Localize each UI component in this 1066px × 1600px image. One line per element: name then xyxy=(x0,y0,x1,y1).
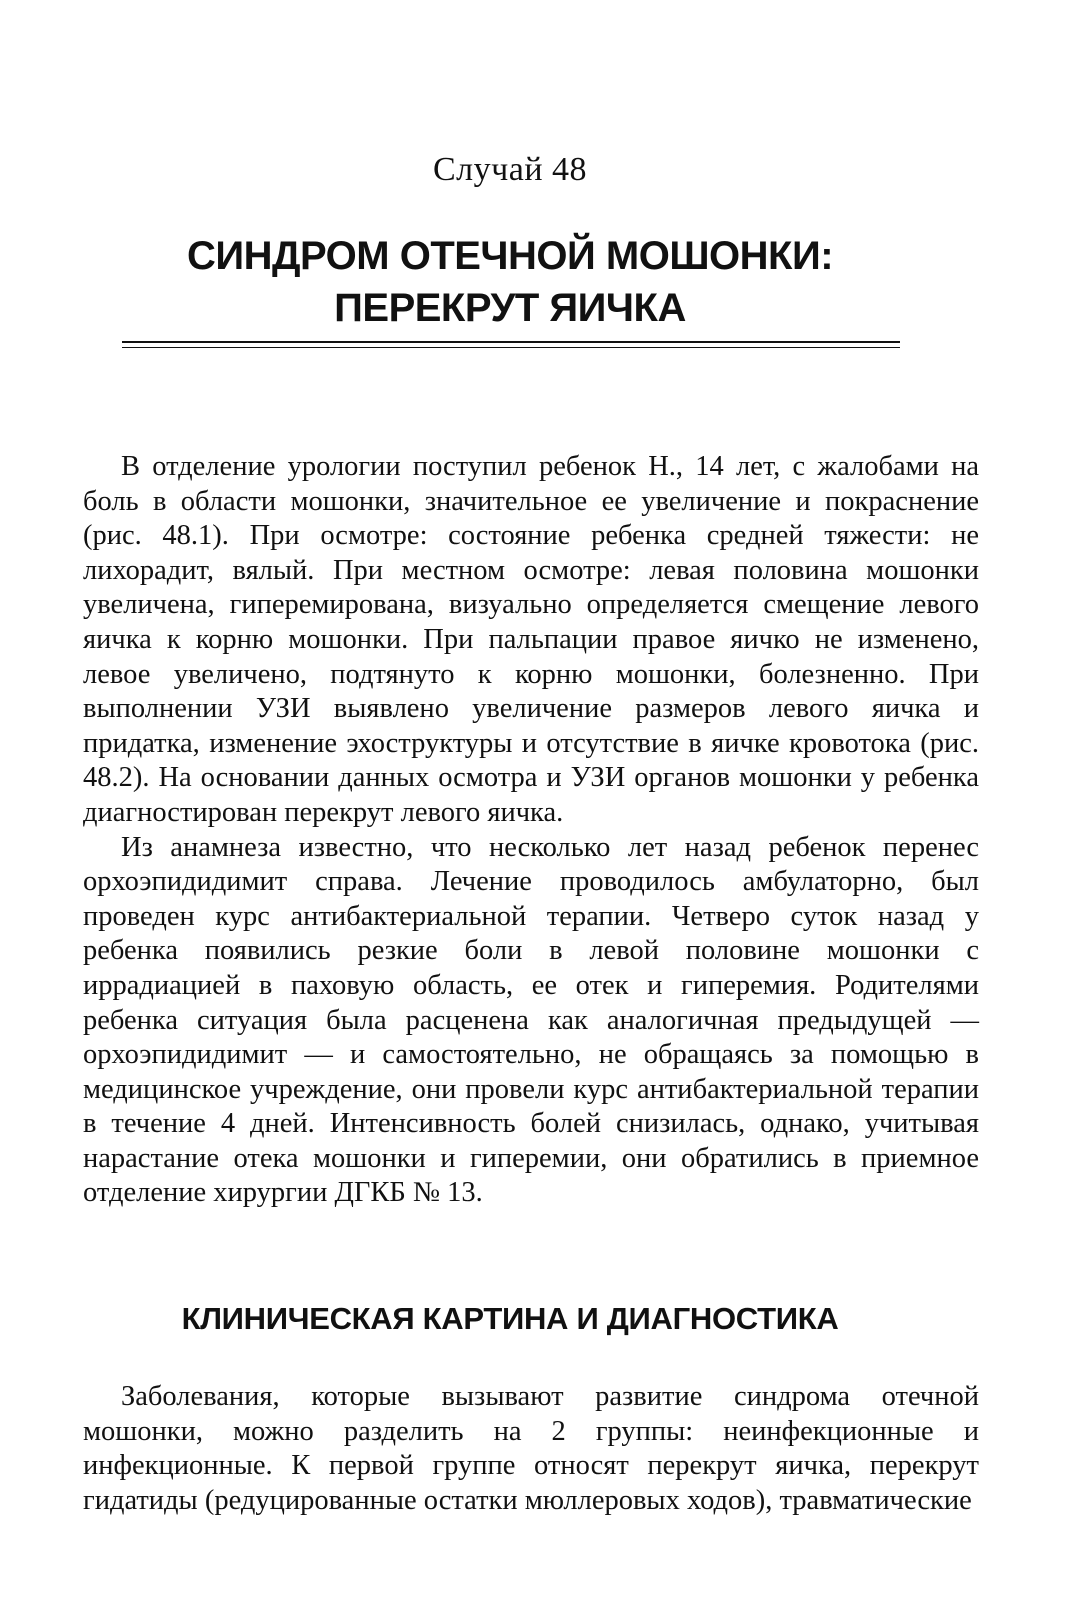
case-description xyxy=(83,450,979,1211)
section-body xyxy=(83,1380,979,1518)
chapter-title-line-2: ПЕРЕКРУТ ЯИЧКА xyxy=(334,286,686,330)
chapter-title xyxy=(0,230,1020,334)
section-paragraph: Заболевания, которые вызывают развитие синдрома отечной мошонки, можно разделить на 2 группы: неинфекционные и инфекционные. К первой группе относят перекрут яичка, перекрут гидатиды (редуцированные остатки мюллеровых ходов), травматические xyxy=(83,1381,979,1516)
case-paragraph-anamnesis: Из анамнеза известно, что несколько лет назад ребенок перенес орхоэпидидимит справа. Лечение проводилось амбулаторно, был проведен курс антибактериальной терапии. Четверо суток назад у ребенка появились резкие боли в левой половине мошонки с иррадиацией в паховую область, ее отек и гиперемия. Родителями ребенка ситуация была расценена как аналогичная предыдущей — орхоэпидидимит — и самостоятельно, не обращаясь за помощью в медицинское учреждение, они провели курс антибактериальной терапии в течение 4 дней. Интенсивность болей снизилась, однако, учитывая нарастание отека мошонки и гиперемии, они обратились в приемное отделение хирургии ДГКБ № 13. xyxy=(83,831,979,1209)
title-divider-rule xyxy=(122,341,900,348)
case-paragraph-complaints: В отделение урологии поступил ребенок Н., 14 лет, с жалобами на боль в области мошонки, значительное ее увеличение и покраснение (рис. 48.1). При осмотре: состояние ребенка средней тяжести: не лихорадит, вялый. При местном осмотре: левая половина мошонки увеличена, гиперемирована, визуально определяется смещение левого яичка к корню мошонки. При пальпации правое яичко не изменено, левое увеличено, подтянуто к корню мошонки, болезненно. При выполнении УЗИ выявлено увеличение размеров левого яичка и придатка, изменение эхоструктуры и отсутствие в яичке кровотока (рис. 48.2). На основании данных осмотра и УЗИ органов мошонки у ребенка диагностирован перекрут левого яичка. xyxy=(83,451,979,828)
section-heading: КЛИНИЧЕСКАЯ КАРТИНА И ДИАГНОСТИКА xyxy=(181,1301,839,1336)
chapter-title-line-1: СИНДРОМ ОТЕЧНОЙ МОШОНКИ: xyxy=(186,234,834,278)
case-number-label: Случай 48 xyxy=(432,151,588,188)
